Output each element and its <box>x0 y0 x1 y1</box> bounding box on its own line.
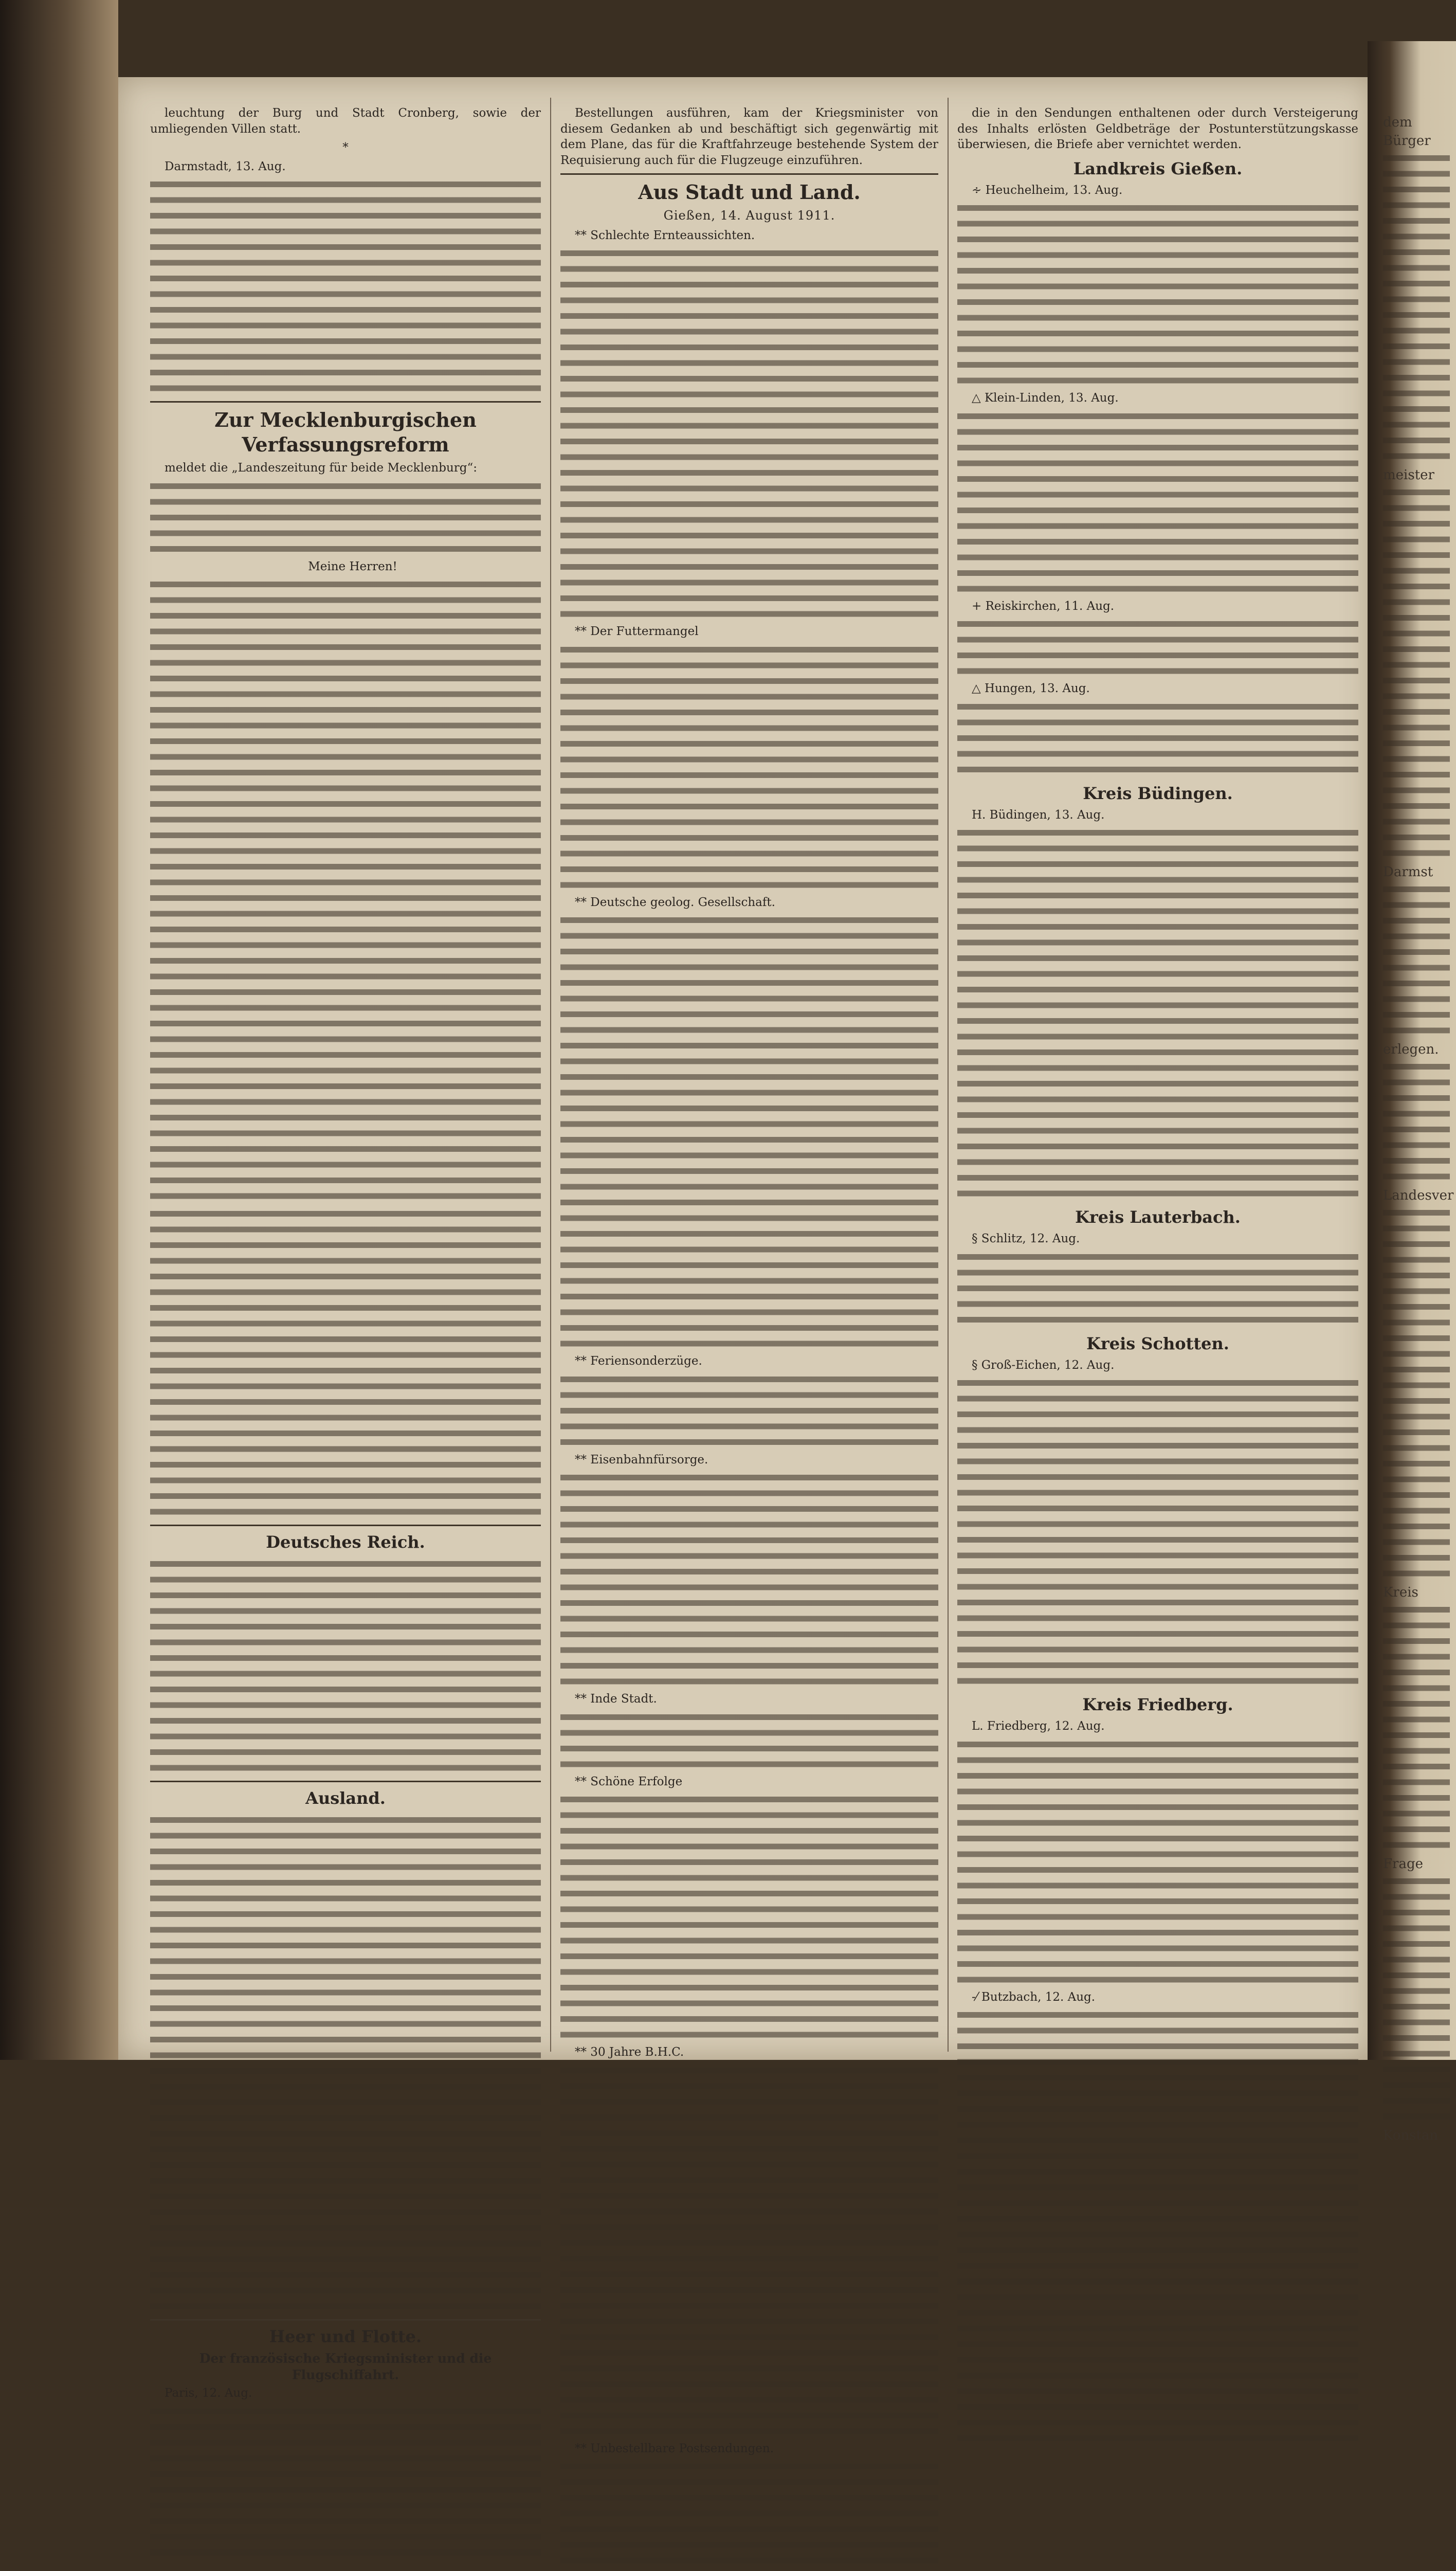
news-item-lead: ** Deutsche geolog. Gesellschaft. <box>575 895 775 909</box>
article-body <box>150 1812 541 2314</box>
section-heading: Aus Stadt und Land. <box>638 180 861 204</box>
text-lines <box>1383 1602 1450 1853</box>
news-item-lead: ** Feriensonderzüge. <box>575 1354 702 1368</box>
article-body <box>150 2403 541 2560</box>
text-lines <box>1383 484 1450 861</box>
article-body <box>560 2062 938 2439</box>
dateline: Gießen, 14. August 1911. <box>663 208 835 223</box>
news-item-lead: L. Friedberg, 12. Aug. <box>972 1719 1105 1733</box>
column-2 <box>560 105 938 2455</box>
fold-fragment: Darmst <box>1383 864 1433 880</box>
text-lines <box>1383 881 1450 1038</box>
section-heading: Kreis Lauterbach. <box>1075 1207 1241 1227</box>
section-heading: Kreis Friedberg. <box>1082 1695 1233 1714</box>
article-body <box>560 1371 938 1450</box>
fold-fragment: meister <box>1383 467 1434 483</box>
separator-asterisk: * <box>342 141 349 154</box>
section-heading: Deutsches Reich. <box>266 1532 425 1552</box>
article-body <box>560 642 938 893</box>
article-body <box>560 2458 938 2571</box>
section-heading: Zur Mecklenburgischen Verfassungsreform <box>214 408 477 456</box>
article-body <box>560 1791 938 2042</box>
section-rule <box>150 401 541 403</box>
article-body <box>560 245 938 622</box>
fold-fragment: Kreis <box>1383 1585 1418 1600</box>
article-lead: Darmstadt, 13. Aug. <box>165 159 286 173</box>
book-binding-edge <box>0 0 118 2060</box>
article-body <box>957 2007 1358 2446</box>
article-body <box>150 176 541 396</box>
news-item-lead: ∻ Heuchelheim, 13. Aug. <box>972 183 1123 197</box>
article-body <box>957 1249 1358 1328</box>
article-body <box>957 825 1358 1201</box>
section-rule <box>150 1525 541 1526</box>
article-body <box>560 912 938 1351</box>
news-item-lead: △ Klein-Linden, 13. Aug. <box>972 391 1119 405</box>
news-item-lead: § Schlitz, 12. Aug. <box>972 1232 1080 1245</box>
news-item-lead: ** Unbestellbare Postsendungen. <box>575 2441 774 2455</box>
news-item-lead: △ Hungen, 13. Aug. <box>972 682 1090 695</box>
news-item-lead: ** Inde Stadt. <box>575 1692 657 1706</box>
news-item-lead: § Groß-Eichen, 12. Aug. <box>972 1358 1115 1372</box>
news-item-lead: H. Büdingen, 13. Aug. <box>972 808 1105 822</box>
article-intro: meldet die „Landeszeitung für beide Mecklenburg“: <box>165 461 477 475</box>
section-rule <box>150 1781 541 1782</box>
news-item-lead: ** 30 Jahre B.H.C. <box>575 2045 684 2059</box>
section-rule <box>560 173 938 175</box>
section-heading: Kreis Büdingen. <box>1083 783 1233 803</box>
text-lines <box>1383 1873 1450 2124</box>
article-body <box>957 408 1358 596</box>
article-body <box>150 576 541 1204</box>
article-fragment: die in den Sendungen enthaltenen oder durch Versteigerung des Inhalts erlösten Geldbeträge der Postunterstützungskasse überwiesen, die Briefe aber vernichtet werden. <box>957 106 1358 151</box>
news-item-lead: ** Schlechte Ernteaussichten. <box>575 228 755 242</box>
news-item-lead: + Reiskirchen, 11. Aug. <box>972 599 1115 613</box>
article-body <box>150 1206 541 1519</box>
column-divider <box>948 98 949 2052</box>
section-heading: Heer und Flotte. <box>269 2327 422 2346</box>
text-lines <box>1383 1059 1450 1184</box>
section-rule <box>150 2319 541 2321</box>
article-body <box>957 1375 1358 1689</box>
fold-fragment: Frage <box>1383 1856 1423 1872</box>
text-lines <box>1383 1205 1450 1581</box>
fold-fragment: dem Bürger <box>1383 115 1431 149</box>
article-body <box>957 699 1358 777</box>
article-body <box>957 1736 1358 1987</box>
column-3 <box>957 105 1358 2049</box>
fold-fragment: erlegen. <box>1383 1042 1439 1057</box>
fold-fragment: Landesver <box>1383 1188 1454 1203</box>
next-page-fragments <box>1383 113 1454 2143</box>
article-fragment: leuchtung der Burg und Stadt Cronberg, sowie der umliegenden Villen statt. <box>150 106 541 136</box>
article-body <box>560 1709 938 1772</box>
section-heading: Landkreis Gießen. <box>1073 158 1243 178</box>
article-fragment: Bestellungen ausführen, kam der Kriegsminister von diesem Gedanken ab und beschäftigt sich gegenwärtig mit dem Plane, das für die Kraftfahrzeuge bestehende System der Requisierung auch für die Flugzeuge einzuführen. <box>560 106 938 167</box>
article-body <box>957 616 1358 679</box>
speech-salutation: Meine Herren! <box>308 559 397 573</box>
text-lines <box>1383 150 1450 464</box>
column-1 <box>150 105 541 2400</box>
news-item-lead: ** Eisenbahnfürsorge. <box>575 1453 708 1466</box>
fold-fragment: Konstan <box>1383 2128 1439 2143</box>
article-body <box>957 200 1358 388</box>
column-divider <box>550 98 551 2052</box>
article-body <box>150 1556 541 1776</box>
section-heading: Ausland. <box>305 1788 386 1808</box>
article-body <box>150 478 541 557</box>
article-body <box>560 1470 938 1689</box>
news-item-lead: -⁄ Butzbach, 12. Aug. <box>972 1990 1096 2004</box>
article-subheading: Der französische Kriegsminister und die Flugschiffahrt. <box>199 2351 492 2382</box>
news-item-lead: ** Schöne Erfolge <box>575 1775 683 1788</box>
article-lead: Paris, 12. Aug. <box>165 2386 252 2400</box>
news-item-lead: ** Der Futtermangel <box>575 625 699 638</box>
section-heading: Kreis Schotten. <box>1086 1333 1229 1353</box>
